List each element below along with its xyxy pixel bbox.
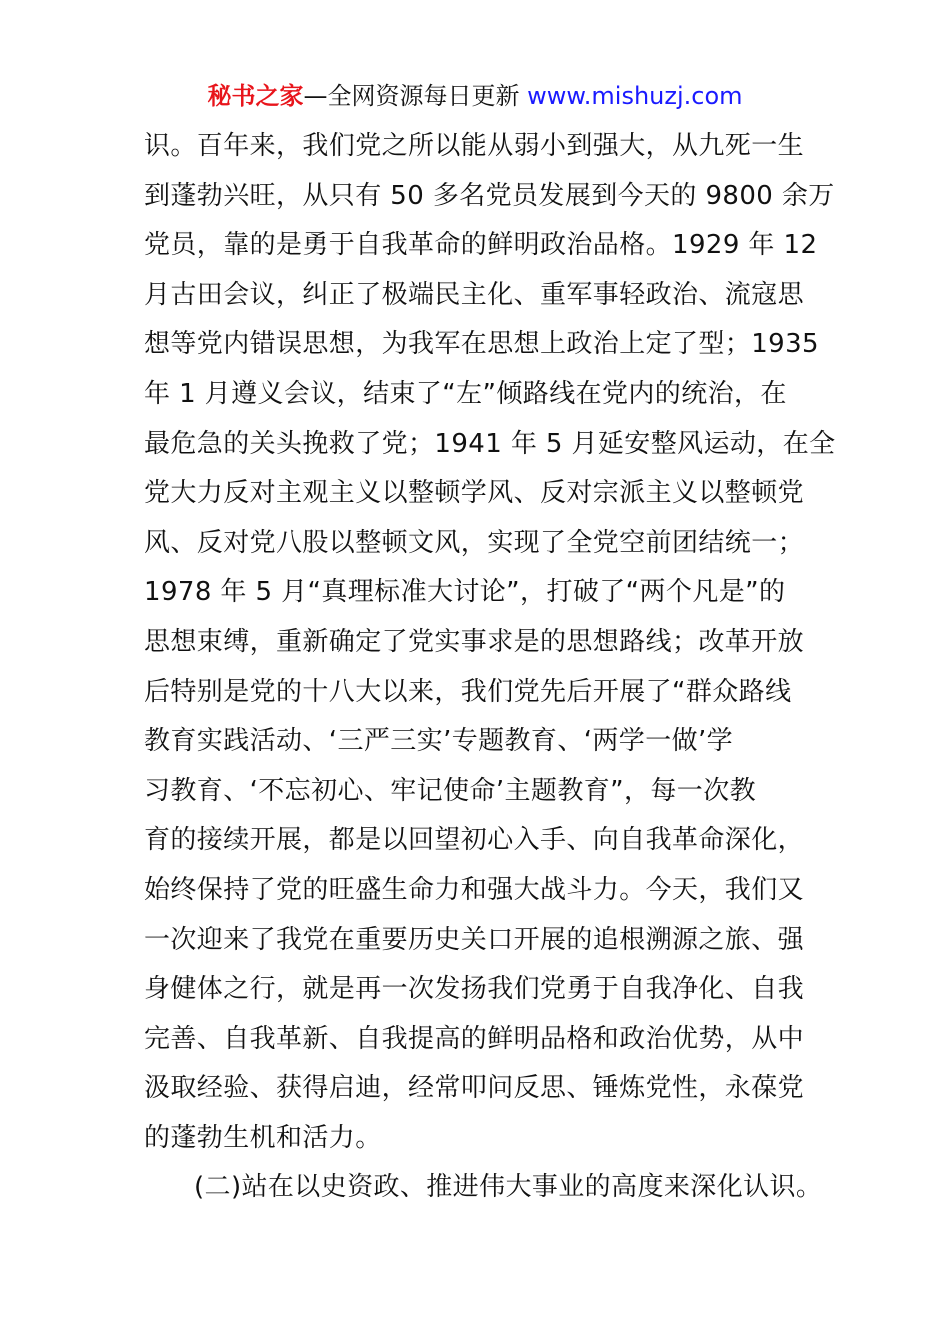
body-line: 习教育、‘不忘初心、牢记使命’主题教育”，每一次教 xyxy=(144,775,756,806)
body-line: 身健体之行，就是再一次发扬我们党勇于自我净化、自我 xyxy=(144,974,805,1005)
site-header xyxy=(0,78,950,114)
site-url-link[interactable]: www.mishuzj.com xyxy=(527,82,743,110)
body-line: 育的接续开展，都是以回望初心入手、向自我革命深化， xyxy=(144,825,805,856)
body-line: 最危急的关头挽救了党；1941 年 5 月延安整风运动，在全 xyxy=(144,428,836,459)
body-line: 1978 年 5 月“真理标准大讨论”，打破了“两个凡是”的 xyxy=(144,577,786,608)
document-body xyxy=(144,122,836,1213)
body-line: 始终保持了党的旺盛生命力和强大战斗力。今天，我们又 xyxy=(144,874,805,905)
body-line: 汲取经验、获得启迪，经常叩问反思、锤炼党性，永葆党 xyxy=(144,1073,805,1104)
body-line: 年 1 月遵义会议，结束了“左”倾路线在党内的统治，在 xyxy=(144,378,787,409)
body-line: 的蓬勃生机和活力。 xyxy=(144,1122,382,1153)
body-line: 识。百年来，我们党之所以能从弱小到强大，从九死一生 xyxy=(144,131,805,161)
body-line: 月古田会议，纠正了极端民主化、重军事轻政治、流寇思 xyxy=(144,279,805,310)
body-line: 党员，靠的是勇于自我革命的鲜明政治品格。1929 年 12 xyxy=(144,230,818,261)
body-line: 教育实践活动、‘三严三实’专题教育、‘两学一做’学 xyxy=(144,726,734,757)
body-line: 想等党内错误思想，为我军在思想上政治上定了型；1935 xyxy=(144,329,819,360)
body-line: 完善、自我革新、自我提高的鲜明品格和政治优势，从中 xyxy=(144,1023,805,1054)
brand-name: 秘书之家 xyxy=(207,82,304,110)
body-line: 思想束缚，重新确定了党实事求是的思想路线；改革开放 xyxy=(144,626,805,657)
section-heading: (二)站在以史资政、推进伟大事业的高度来深化认识。 xyxy=(194,1172,823,1203)
body-line: 后特别是党的十八大以来，我们党先后开展了“群众路线 xyxy=(144,676,792,707)
body-line: 风、反对党八股以整顿文风，实现了全党空前团结统一； xyxy=(144,527,805,558)
body-line: 到蓬勃兴旺，从只有 50 多名党员发展到今天的 9800 余万 xyxy=(144,180,835,211)
body-line: 党大力反对主观主义以整顿学风、反对宗派主义以整顿党 xyxy=(144,478,805,509)
body-line: 一次迎来了我党在重要历史关口开展的追根溯源之旅、强 xyxy=(144,924,805,955)
header-tagline: —全网资源每日更新 xyxy=(303,82,520,110)
